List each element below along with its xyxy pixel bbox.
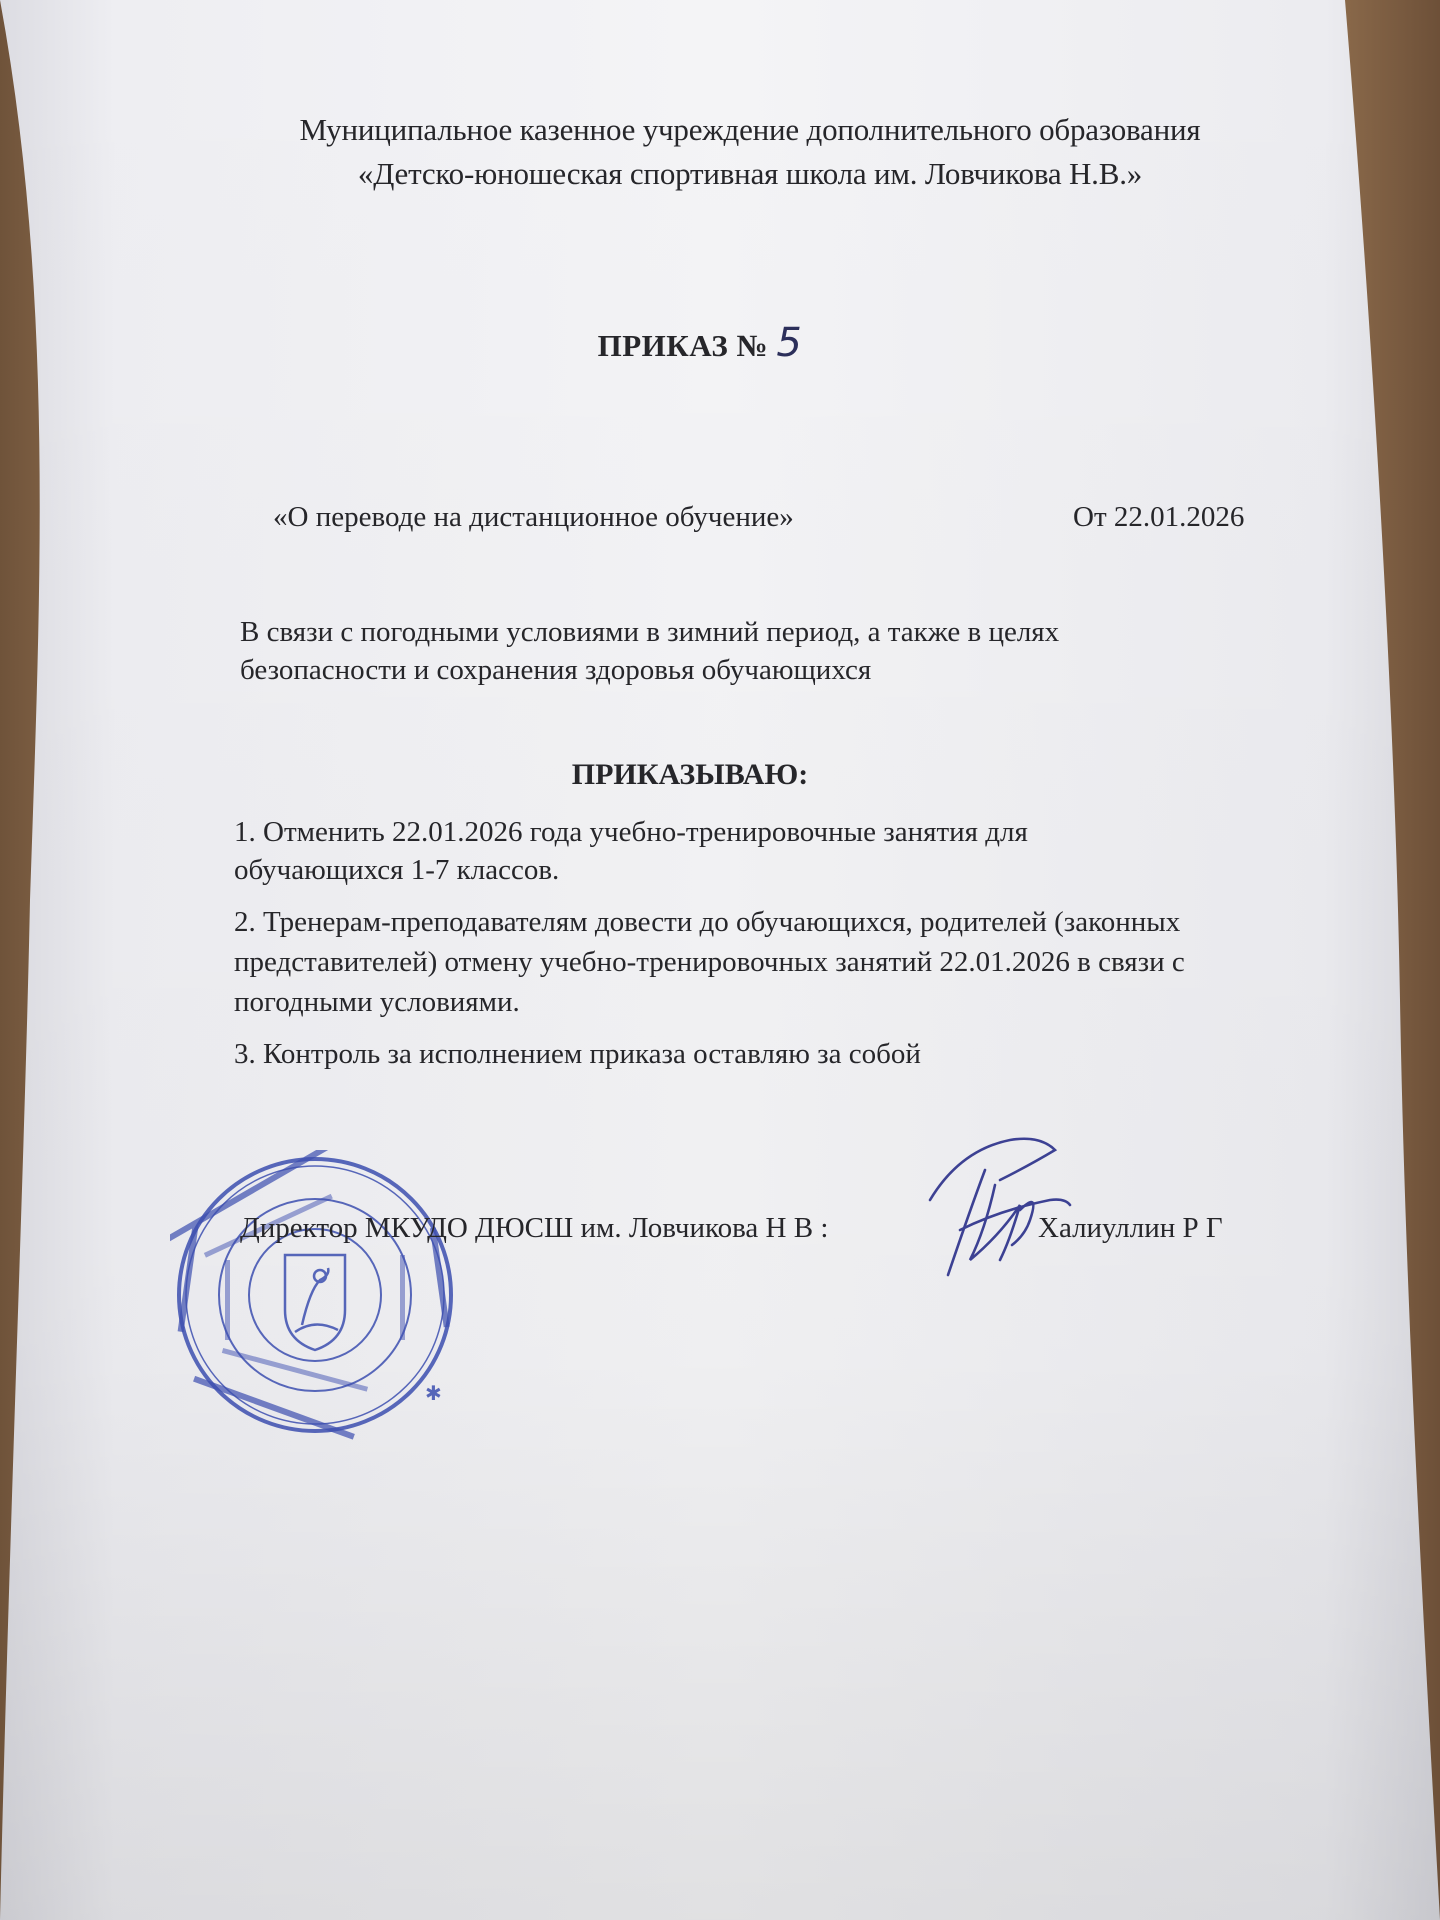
item-2-line-2: представителей) отмену учебно-тренировочных занятий 22.01.2026 в связи с bbox=[234, 946, 1185, 978]
signature-name: Халиуллин Р Г bbox=[1038, 1212, 1223, 1244]
order-title bbox=[500, 320, 900, 366]
organization-line-2: «Детско-юношеская спортивная школа им. Ловчикова Н.В.» bbox=[357, 156, 1143, 191]
item-1-line-1: 1. Отменить 22.01.2026 года учебно-тренировочные занятия для bbox=[234, 816, 1028, 848]
order-date: От 22.01.2026 bbox=[1073, 501, 1245, 533]
svg-text:✱: ✱ bbox=[425, 1381, 442, 1405]
order-subject: «О переводе на дистанционное обучение» bbox=[273, 501, 794, 533]
preamble-line-2: безопасности и сохранения здоровья обучающихся bbox=[240, 654, 872, 686]
item-1-line-2: обучающихся 1-7 классов. bbox=[234, 854, 560, 886]
signature-position: Директор МКУДО ДЮСШ им. Ловчикова Н В : bbox=[240, 1212, 829, 1244]
order-title-label: ПРИКАЗ № bbox=[597, 328, 769, 363]
item-2-line-1: 2. Тренерам-преподавателям довести до обучающихся, родителей (законных bbox=[234, 906, 1181, 938]
official-stamp bbox=[170, 1150, 460, 1440]
item-2-line-3: погодными условиями. bbox=[234, 986, 520, 1018]
organization-line-1: Муниципальное казенное учреждение дополнительного образования bbox=[299, 112, 1201, 147]
item-3-line-1: 3. Контроль за исполнением приказа оставляю за собой bbox=[234, 1038, 921, 1070]
decree-heading: ПРИКАЗЫВАЮ: bbox=[571, 758, 809, 791]
preamble-line-1: В связи с погодными условиями в зимний период, а также в целях bbox=[240, 616, 1060, 648]
order-number: 5 bbox=[776, 320, 803, 366]
